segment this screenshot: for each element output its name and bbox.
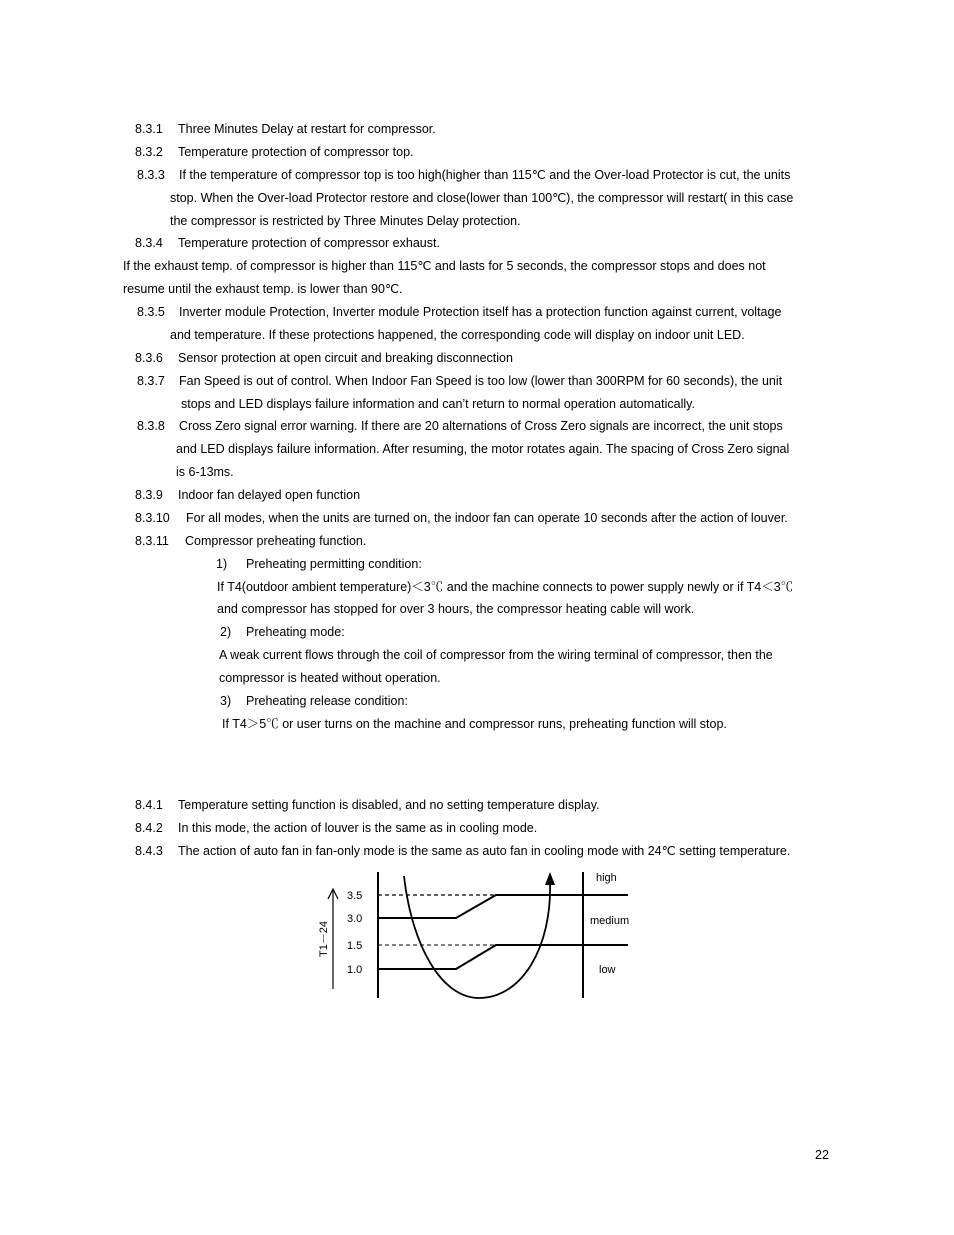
item-8-3-11 [135, 533, 366, 549]
item-8-3-8 [137, 418, 783, 434]
item-text: Inverter module Protection, Inverter module Protection itself has a protection function against current, voltage [179, 305, 782, 319]
speed-label-high: high [596, 872, 617, 884]
sub-item-3 [220, 693, 408, 709]
item-number: 8.3.5 [137, 305, 165, 319]
sub-item-title: Preheating release condition: [246, 694, 408, 708]
item-text: Fan Speed is out of control. When Indoor Fan Speed is too low (lower than 300RPM for 60 seconds), the unit [179, 374, 783, 388]
item-8-4-3 [135, 843, 790, 859]
sub-item-2 [220, 624, 345, 640]
curve-arrow-icon [545, 872, 555, 885]
item-8-3-2 [135, 144, 414, 160]
tick-3-5: 3.5 [347, 890, 363, 902]
item-8-3-3 [137, 167, 790, 183]
item-8-3-5 [137, 304, 781, 320]
item-number: 8.3.10 [135, 511, 170, 525]
item-text: If the temperature of compressor top is too high(higher than 115℃ and the Over-load Protector is cut, the units [179, 168, 791, 182]
paragraph-line: resume until the exhaust temp. is lower than 90℃. [123, 282, 403, 296]
item-text: Three Minutes Delay at restart for compressor. [178, 122, 436, 136]
item-8-3-4 [135, 235, 440, 251]
sub-item-text: and compressor has stopped for over 3 hours, the compressor heating cable will work. [217, 602, 695, 616]
item-number: 8.4.3 [135, 844, 163, 858]
item-text-cont: is 6-13ms. [176, 465, 234, 479]
sub-item-number: 1) [216, 557, 228, 571]
item-8-3-7 [137, 373, 782, 389]
sub-item-text: compressor is heated without operation. [219, 671, 441, 685]
step-low-medium [378, 945, 628, 969]
speed-label-low: low [599, 964, 616, 976]
item-8-3-6 [135, 350, 513, 366]
speed-label-medium: medium [590, 915, 630, 927]
item-number: 8.4.2 [135, 821, 163, 835]
item-8-4-1 [135, 797, 600, 813]
item-number: 8.3.9 [135, 488, 163, 502]
item-text: Compressor preheating function. [185, 534, 367, 548]
sub-item-number: 2) [220, 625, 232, 639]
item-number: 8.3.6 [135, 351, 163, 365]
item-text: Temperature setting function is disabled, and no setting temperature display. [178, 798, 600, 812]
item-text: Temperature protection of compressor exhaust. [178, 236, 440, 250]
sub-item-title: Preheating permitting condition: [246, 557, 422, 571]
item-text: Sensor protection at open circuit and breaking disconnection [178, 351, 513, 365]
sub-item-text: A weak current flows through the coil of compressor from the wiring terminal of compressor, then the [219, 648, 773, 662]
item-text-cont: stops and LED displays failure information and can’t return to normal operation automatically. [181, 397, 695, 411]
page-number: 22 [815, 1148, 829, 1162]
item-number: 8.3.1 [135, 122, 163, 136]
item-text: Temperature protection of compressor top. [178, 145, 414, 159]
item-8-3-1 [135, 121, 436, 137]
item-text-cont: and LED displays failure information. After resuming, the motor rotates again. The spacing of Cross Zero signal [176, 442, 790, 456]
item-text-cont: stop. When the Over-load Protector restore and close(lower than 100℃), the compressor will restart( in this case [170, 191, 794, 205]
sub-item-text: If T4(outdoor ambient temperature)＜3℃ and the machine connects to power supply newly or if T4＜3℃ [217, 580, 794, 594]
sub-item-number: 3) [220, 694, 232, 708]
item-number: 8.3.8 [137, 419, 165, 433]
item-number: 8.3.11 [135, 534, 169, 548]
item-8-3-10 [135, 510, 788, 526]
item-text-cont: the compressor is restricted by Three Minutes Delay protection. [170, 214, 521, 228]
item-text-cont: and temperature. If these protections happened, the corresponding code will display on indoor unit LED. [170, 328, 745, 342]
fan-speed-diagram [300, 862, 645, 1007]
item-number: 8.4.1 [135, 798, 163, 812]
item-8-3-9 [135, 487, 360, 503]
item-number: 8.3.2 [135, 145, 163, 159]
item-number: 8.3.7 [137, 374, 165, 388]
item-number: 8.3.4 [135, 236, 163, 250]
item-8-4-2 [135, 820, 537, 836]
item-text: For all modes, when the units are turned on, the indoor fan can operate 10 seconds after the action of louver. [186, 511, 788, 525]
paragraph-line: If the exhaust temp. of compressor is higher than 115℃ and lasts for 5 seconds, the compressor stops and does not [123, 259, 766, 273]
y-axis-label: T1－24 [318, 920, 330, 958]
item-text: In this mode, the action of louver is the same as in cooling mode. [178, 821, 538, 835]
sub-item-title: Preheating mode: [246, 625, 345, 639]
item-number: 8.3.3 [137, 168, 165, 182]
item-text: The action of auto fan in fan-only mode is the same as auto fan in cooling mode with 24℃ setting temperature. [178, 844, 791, 858]
tick-1-5: 1.5 [347, 940, 363, 952]
item-text: Indoor fan delayed open function [178, 488, 361, 502]
item-text: Cross Zero signal error warning. If there are 20 alternations of Cross Zero signals are incorrect, the unit stops [179, 419, 783, 433]
sub-item-text: If T4＞5℃ or user turns on the machine and compressor runs, preheating function will stop. [222, 717, 727, 731]
tick-3-0: 3.0 [347, 913, 363, 925]
sub-item-1 [216, 556, 422, 572]
tick-1-0: 1.0 [347, 964, 363, 976]
